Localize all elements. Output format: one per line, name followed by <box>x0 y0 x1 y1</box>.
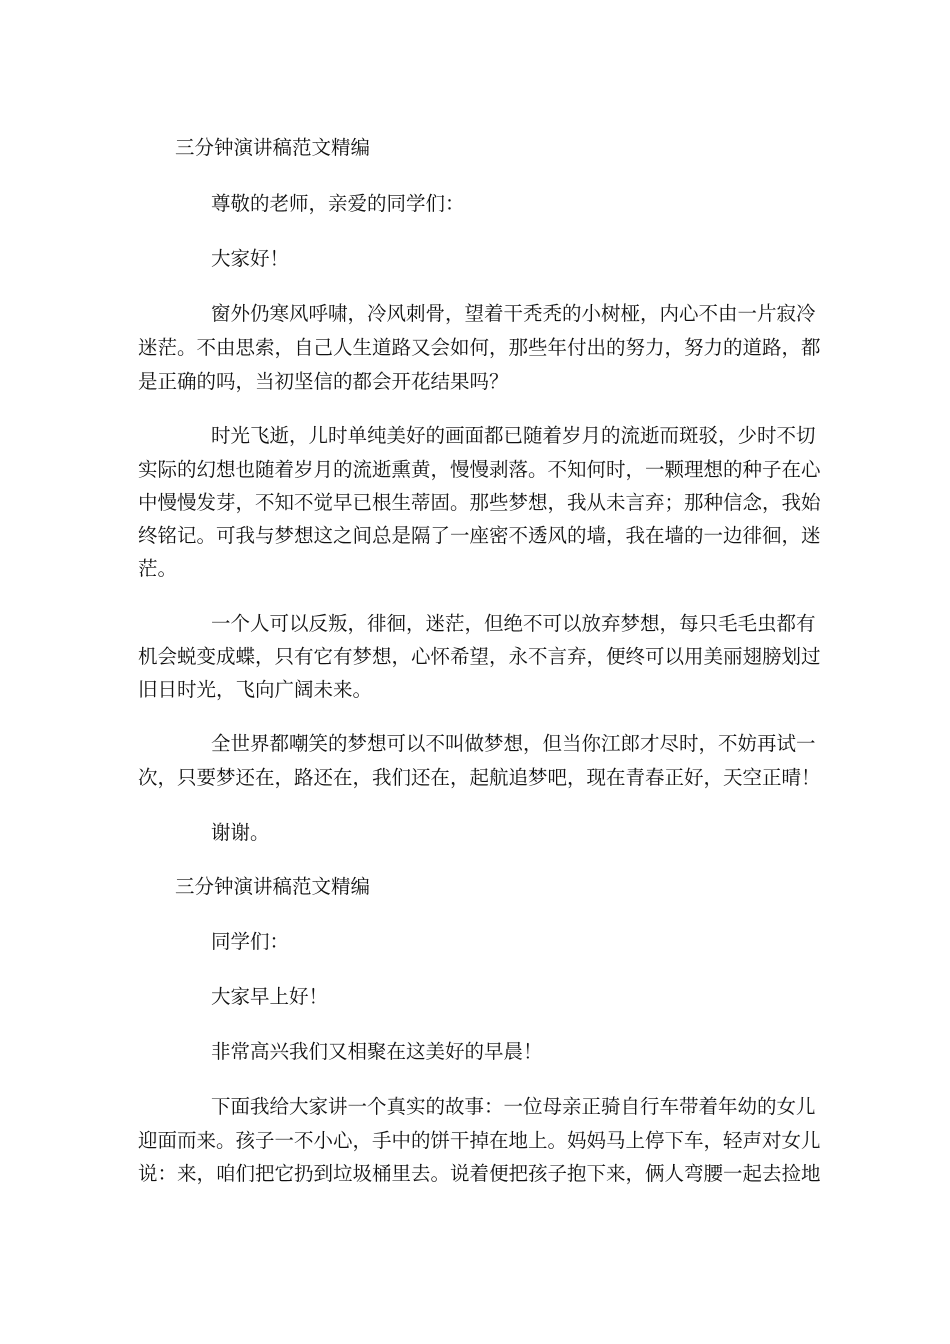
paragraph-line: 一个人可以反叛，徘徊，迷茫，但绝不可以放弃梦想，每只毛毛虫都有 <box>211 612 816 635</box>
greeting: 大家早上好！ <box>211 985 329 1008</box>
salutation: 尊敬的老师，亲爱的同学们： <box>211 192 465 215</box>
speech-title: 三分钟演讲稿范文精编 <box>175 875 371 898</box>
speech-title: 三分钟演讲稿范文精编 <box>175 136 371 159</box>
paragraph-line: 时光飞逝，儿时单纯美好的画面都已随着岁月的流逝而斑驳，少时不切 <box>211 424 816 447</box>
paragraph-line: 全世界都嘲笑的梦想可以不叫做梦想，但当你江郎才尽时，不妨再试一 <box>211 732 816 755</box>
paragraph-line: 迎面而来。孩子一不小心，手中的饼干掉在地上。妈妈马上停下车，轻声对女儿 <box>138 1129 821 1152</box>
salutation: 同学们： <box>211 930 290 953</box>
closing: 谢谢。 <box>211 821 270 844</box>
paragraph-line: 机会蜕变成蝶，只有它有梦想，心怀希望，永不言弃，便终可以用美丽翅膀划过 <box>138 645 821 668</box>
paragraph-line: 非常高兴我们又相聚在这美好的早晨！ <box>211 1040 543 1063</box>
paragraph-line: 下面我给大家讲一个真实的故事：一位母亲正骑自行车带着年幼的女儿 <box>211 1095 816 1118</box>
greeting: 大家好！ <box>211 247 290 270</box>
paragraph-line: 说：来，咱们把它扔到垃圾桶里去。说着便把孩子抱下来，俩人弯腰一起去捡地 <box>138 1162 821 1185</box>
paragraph-line: 茫。 <box>138 557 178 580</box>
paragraph-line: 中慢慢发芽，不知不觉早已根生蒂固。那些梦想，我从未言弃；那种信念，我始 <box>138 491 821 514</box>
paragraph-line: 旧日时光，飞向广阔未来。 <box>138 678 373 701</box>
paragraph-line: 次，只要梦还在，路还在，我们还在，起航追梦吧，现在青春正好，天空正晴！ <box>138 766 821 789</box>
paragraph-line: 迷茫。不由思索，自己人生道路又会如何，那些年付出的努力，努力的道路，都 <box>138 336 821 359</box>
paragraph-line: 终铭记。可我与梦想这之间总是隔了一座密不透风的墙，我在墙的一边徘徊，迷 <box>138 524 821 547</box>
paragraph-line: 窗外仍寒风呼啸，冷风刺骨，望着干秃秃的小树桠，内心不由一片寂冷 <box>211 302 816 325</box>
paragraph-line: 是正确的吗，当初坚信的都会开花结果吗？ <box>138 370 509 393</box>
paragraph-line: 实际的幻想也随着岁月的流逝熏黄，慢慢剥落。不知何时，一颗理想的种子在心 <box>138 458 821 481</box>
